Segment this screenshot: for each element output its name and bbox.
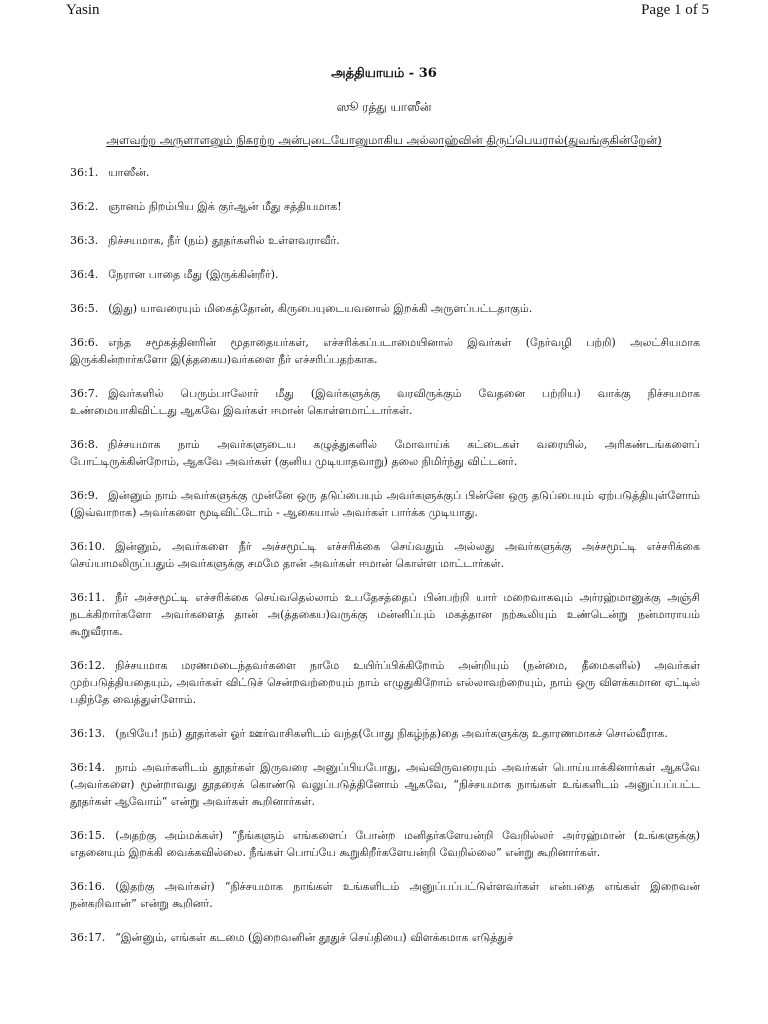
verse-number: 36:10. <box>70 540 106 553</box>
verse-5 <box>70 300 700 317</box>
verse-4 <box>70 266 700 283</box>
verse-text: நேரான பாதை மீது (இருக்கின்றீர்). <box>108 268 279 281</box>
verse-10 <box>70 538 700 572</box>
verse-text: எந்த சமூகத்தினரின் மூதாதையர்கள், எச்சரிக்கப்படாமையினால் இவர்கள் (நேர்வழி பற்றி) அலட்சியமாக இருக்கின்றார்களோ இ(த்தகைய)வர்களை நீர் எச்சரிப்பதற்காக. <box>70 336 700 366</box>
header-page-number: Page 1 of 5 <box>641 2 709 18</box>
verse-9 <box>70 487 700 521</box>
verse-number: 36:16. <box>70 880 106 893</box>
verse-text: “இன்னும், எங்கள் கடமை (இறைவனின் தூதுச் செய்தியை) விளக்கமாக எடுத்துச் <box>115 931 514 944</box>
verse-11 <box>70 589 700 640</box>
verse-14 <box>70 759 700 810</box>
verse-text: நீர் அச்சமூட்டி எச்சரிக்கை செய்வதெல்லாம் உபதேசத்தைப் பின்பற்றி யார் மறைவாகவும் அர்ரஹ்மானுக்கு அஞ்சி நடக்கிறார்களோ அவர்களைத் தான் அ(த்தகைய)வருக்கு மன்னிப்பும் மகத்தான நற்கூலியும் உண்டென்று நன்மாராயம் கூறுவீராக. <box>70 591 700 638</box>
verse-text: (நபியே! நம்) தூதர்கள் ஓர் ஊர்வாசிகளிடம் வந்த(போது நிகழ்ந்த)தை அவர்களுக்கு உதாரணமாகச் சொல்வீராக. <box>115 727 668 740</box>
chapter-title: அத்தியாயம் - 36 <box>331 66 437 81</box>
verse-3 <box>70 232 700 249</box>
verse-number: 36:2. <box>70 200 99 213</box>
verse-text: நிச்சயமாக மரணமடைந்தவர்களை நாமே உயிர்ப்பிக்கிறோம் அன்றியும் (நன்மை, தீமைகளில்) அவர்கள் முற்படுத்தியதையும், அவர்கள் விட்டுச் சென்றவற்றையும் நாம் எழுதுகிறோம் எல்லாவற்றையும், நாம் ஒரு விளக்கமான ஏட்டில் பதிந்தே வைத்துள்ளோம். <box>70 659 700 706</box>
verse-number: 36:12. <box>70 659 106 672</box>
verse-text: நிச்சயமாக நாம் அவர்களுடைய கழுத்துகளில் மோவாய்க் கட்டைகள் வரையில், அரிகண்டங்களைப் போட்டிருக்கின்றோம், ஆகவே அவர்கள் (குனிய முடியாதவாறு) தலை நிமிர்ந்து விட்டனர். <box>70 438 700 468</box>
verse-12 <box>70 657 700 708</box>
bismillah-line <box>0 133 768 149</box>
verse-1 <box>70 164 700 181</box>
verse-number: 36:6. <box>70 336 99 349</box>
verse-text: இவர்களில் பெரும்பாலோர் மீது (இவர்களுக்கு வரவிருக்கும் வேதனை பற்றிய) வாக்கு நிச்சயமாக உண்மையாகிவிட்டது ஆகவே இவர்கள் ஈமான் கொள்ளமாட்டார்கள். <box>70 387 700 417</box>
verse-6 <box>70 334 700 368</box>
verse-7 <box>70 385 700 419</box>
verse-15 <box>70 827 700 861</box>
verse-number: 36:11. <box>70 591 106 604</box>
verse-text: (இது) யாவரையும் மிகைத்தோன், கிருபையுடையவனால் இறக்கி அருளப்பட்டதாகும். <box>108 302 533 315</box>
bismillah-text: அளவற்ற அருளாளனும் நிகரற்ற அன்புடையோனுமாகிய அல்லாஹ்வின் திருப்பெயரால்(துவங்குகின்றேன்) <box>106 133 662 147</box>
verse-text: இன்னும் நாம் அவர்களுக்கு முன்னே ஒரு தடுப்பையும் அவர்களுக்குப் பின்னே ஒரு தடுப்பையும் ஏற்படுத்தியுள்ளோம் (இவ்வாறாக) அவர்களை மூடிவிட்டோம் - ஆகையால் அவர்கள் பார்க்க முடியாது. <box>70 489 700 519</box>
verse-text: இன்னும், அவர்களை நீர் அச்சமூட்டி எச்சரிக்கை செய்வதும் அல்லது அவர்களுக்கு அச்சமூட்டி எச்சரிக்கை செய்யாமலிருப்பதும் அவர்களுக்கு சமமே தான் அவர்கள் ஈமான் கொள்ள மாட்டார்கள். <box>70 540 700 570</box>
verse-number: 36:5. <box>70 302 99 315</box>
verse-number: 36:1. <box>70 166 99 179</box>
verse-number: 36:17. <box>70 931 106 944</box>
verse-17 <box>70 929 700 946</box>
verse-text: (அதற்கு அம்மக்கள்) “நீங்களும் எங்களைப் போன்ற மனிதர்களேயன்றி வேறில்லர் அர்ரஹ்மான் (உங்களுக்கு) எதனையும் இறக்கி வைக்கவில்லை. நீங்கள் பொய்யே கூறுகிறீர்களேயன்றி வேறில்லை” என்று கூறினார்கள். <box>70 829 700 859</box>
verse-text: யாஸீன். <box>108 166 150 179</box>
verse-number: 36:8. <box>70 438 99 451</box>
verse-number: 36:14. <box>70 761 106 774</box>
verse-number: 36:4. <box>70 268 99 281</box>
verse-text: நிச்சயமாக, நீர் (நம்) தூதர்களில் உள்ளவராவீர். <box>108 234 340 247</box>
verse-number: 36:15. <box>70 829 106 842</box>
verse-number: 36:7. <box>70 387 99 400</box>
surah-name: ஸூ ரத்து யாஸீன் <box>336 100 432 114</box>
header-left-title: Yasin <box>66 2 100 18</box>
verse-16 <box>70 878 700 912</box>
verse-text: நாம் அவர்களிடம் தூதர்கள் இருவரை அனுப்பியபோது, அவ்விருவரையும் அவர்கள் பொய்யாக்கினார்கள் ஆகவே (அவர்களை) மூன்றாவது தூதரைக் கொண்டு வலுப்படுத்தினோம் ஆகவே, “நிச்சயமாக நாங்கள் உங்களிடம் அனுப்பப்பட்ட தூதர்கள் ஆவோம்” என்று அவர்கள் கூறினார்கள். <box>70 761 700 808</box>
verse-2 <box>70 198 700 215</box>
verse-8 <box>70 436 700 470</box>
verse-number: 36:9. <box>70 489 99 502</box>
verse-list <box>70 164 700 946</box>
verse-text: ஞானம் நிறம்பிய இக் குர்ஆன் மீது சத்தியமாக! <box>108 200 342 213</box>
verse-text: (இதற்கு அவர்கள்) “நிச்சயமாக நாங்கள் உங்களிடம் அனுப்பப்பட்டுள்ளவர்கள் என்பதை எங்கள் இறைவன் நன்கறிவான்” என்று கூறினர். <box>70 880 700 910</box>
verse-number: 36:3. <box>70 234 99 247</box>
verse-13 <box>70 725 700 742</box>
verse-number: 36:13. <box>70 727 106 740</box>
